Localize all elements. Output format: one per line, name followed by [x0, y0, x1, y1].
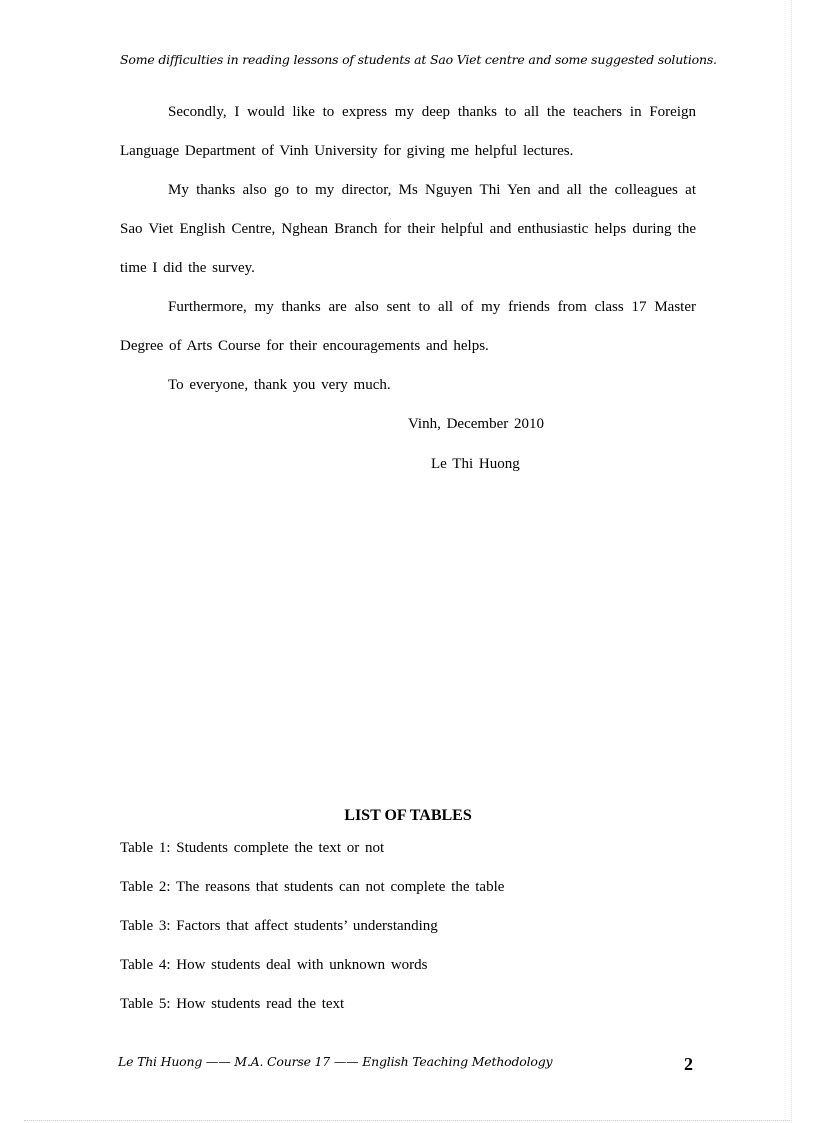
author-signature: Le Thi Huong — [431, 456, 520, 472]
page-number: 2 — [684, 1054, 693, 1074]
acknowledgement-paragraph: Secondly, I would like to express my deep thanks to all the teachers in Foreign Language Department of Vinh University for giving me helpful lectures. — [120, 104, 696, 159]
acknowledgement-paragraph: Furthermore, my thanks are also sent to all of my friends from class 17 Master Degree of Arts Course for their encouragements and helps. — [120, 299, 696, 354]
table-list-item: Table 4: How students deal with unknown words — [120, 957, 428, 973]
running-header: Some difficulties in reading lessons of students at Sao Viet centre and some suggested solutions. — [120, 52, 717, 67]
acknowledgements-body — [120, 93, 696, 405]
acknowledgement-paragraph: My thanks also go to my director, Ms Nguyen Thi Yen and all the colleagues at Sao Viet English Centre, Nghean Branch for their helpful and enthusiastic helps during the time I did the survey. — [120, 182, 696, 276]
table-list-item: Table 2: The reasons that students can not complete the table — [120, 879, 505, 895]
table-list-item: Table 3: Factors that affect students’ understanding — [120, 918, 438, 934]
table-list-item: Table 1: Students complete the text or not — [120, 840, 385, 856]
running-footer: Le Thi Huong —— M.A. Course 17 —— English Teaching Methodology — [118, 1054, 553, 1069]
table-list-item: Table 5: How students read the text — [120, 996, 345, 1012]
list-of-tables — [120, 834, 504, 1029]
page-bottom-divider — [24, 1120, 792, 1121]
page-right-divider — [791, 0, 792, 1123]
list-of-tables-heading: LIST OF TABLES — [344, 807, 472, 824]
acknowledgement-paragraph: To everyone, thank you very much. — [168, 377, 391, 393]
place-date: Vinh, December 2010 — [408, 416, 544, 432]
